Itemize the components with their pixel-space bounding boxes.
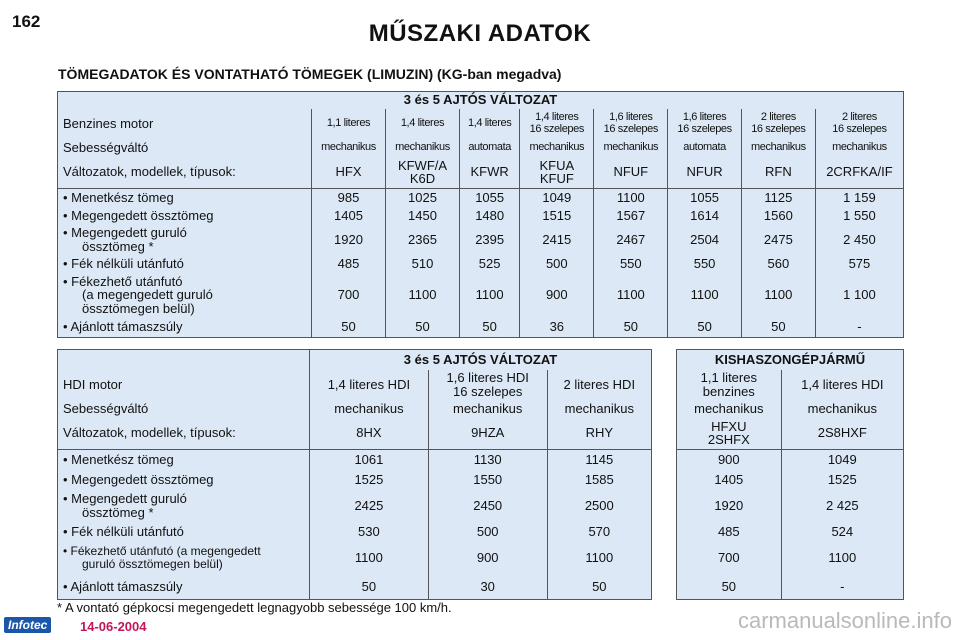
value-cell: 560: [741, 255, 815, 273]
value-cell: 575: [815, 255, 903, 273]
type-cell: [677, 418, 782, 450]
value-cell: 1145: [547, 450, 651, 470]
type-cell-line: RHY: [585, 425, 614, 441]
row-label-line: • Ajánlott támaszsúly: [63, 319, 183, 335]
row-label-line: (a megengedett guruló: [82, 287, 213, 303]
table-row: [677, 490, 904, 522]
value-cell: 1049: [781, 450, 903, 470]
type-cell: [460, 157, 520, 189]
value-cell: 1480: [460, 207, 520, 225]
row-label-line: • Megengedett guruló: [63, 490, 187, 506]
gearbox-cell: mechanikus: [520, 140, 594, 157]
value-cell: 2 425: [781, 490, 903, 522]
gearbox-label: Sebességváltó: [58, 140, 312, 157]
type-cell-line: KFWF/A: [397, 157, 448, 173]
gearbox-cell: mechanikus: [781, 400, 903, 418]
type-cell: [781, 418, 903, 450]
row-label-line: • Fék nélküli utánfutó: [63, 523, 184, 539]
motor-cell: [428, 370, 547, 400]
watermark: carmanualsonline.info: [737, 608, 952, 633]
row-label: [58, 575, 310, 600]
value-cell: 550: [594, 255, 668, 273]
gearbox-cell: mechanikus: [815, 140, 903, 157]
value-cell: 50: [386, 318, 460, 338]
type-cell-line: RFN: [764, 164, 792, 180]
motor-cell: [310, 370, 429, 400]
value-cell: 2450: [428, 490, 547, 522]
row-label-line: • Fékezhető utánfutó: [63, 273, 183, 289]
type-cell: [386, 157, 460, 189]
type-cell: [741, 157, 815, 189]
value-cell: 50: [460, 318, 520, 338]
value-cell: 1525: [781, 470, 903, 490]
page-title: MŰSZAKI ADATOK: [368, 20, 592, 47]
value-cell: 50: [741, 318, 815, 338]
row-label: [58, 225, 312, 255]
value-cell: 2500: [547, 490, 651, 522]
table-row: [677, 575, 904, 600]
value-cell: 2475: [741, 225, 815, 255]
table-row: [58, 575, 652, 600]
motor-cell: [781, 370, 903, 400]
motor-cell: [547, 370, 651, 400]
table-row: [58, 490, 652, 522]
value-cell: 900: [428, 542, 547, 575]
value-cell: 50: [547, 575, 651, 600]
motor-cell-line: 16 szelepes: [603, 123, 658, 135]
table-row: [58, 207, 904, 225]
value-cell: 1100: [310, 542, 429, 575]
motor-cell: [741, 109, 815, 140]
value-cell: 1125: [741, 189, 815, 207]
value-cell: 1100: [594, 273, 668, 318]
type-cell-line: KFUF: [539, 171, 574, 187]
value-cell: 1920: [677, 490, 782, 522]
motor-cell-line: 16 szelepes: [453, 383, 523, 399]
table-row: [58, 273, 904, 318]
row-label-line: • Megengedett guruló: [63, 224, 187, 240]
table-row: [58, 189, 904, 207]
value-cell: 525: [460, 255, 520, 273]
value-cell: 1560: [741, 207, 815, 225]
table-row: [58, 318, 904, 338]
row-label: [58, 490, 310, 522]
motor-cell-line: 1,6 literes: [609, 111, 653, 124]
table-header: KISHASZONGÉPJÁRMŰ: [677, 350, 904, 370]
value-cell: 1567: [594, 207, 668, 225]
type-cell-line: KFUA: [539, 157, 575, 173]
type-cell: [520, 157, 594, 189]
motor-cell-line: benzines: [702, 383, 755, 399]
types-label: Változatok, modellek, típusok:: [58, 418, 310, 450]
value-cell: 524: [781, 522, 903, 542]
motor-cell: [668, 109, 742, 140]
type-cell-line: 8HX: [356, 425, 382, 441]
print-date: 14-06-2004: [80, 619, 147, 634]
type-cell: [310, 418, 429, 450]
type-cell-line: K6D: [409, 171, 436, 187]
hdi-weights-table: [57, 349, 652, 600]
row-label-line: össztömegen belül): [82, 300, 195, 316]
table-row: [58, 225, 904, 255]
row-label: [58, 255, 312, 273]
value-cell: 50: [677, 575, 782, 600]
row-label-line: • Megengedett össztömeg: [63, 471, 214, 487]
type-cell: [668, 157, 742, 189]
motor-cell-line: 16 szelepes: [751, 123, 806, 135]
row-label-line: • Fékezhető utánfutó (a megengedett: [63, 544, 261, 559]
motor-cell-line: 1,4 literes HDI: [327, 376, 411, 392]
value-cell: 510: [386, 255, 460, 273]
value-cell: 485: [312, 255, 386, 273]
value-cell: 2415: [520, 225, 594, 255]
motor-cell-line: 1,1 literes: [326, 117, 371, 130]
table-row: [677, 450, 904, 470]
row-label: [58, 318, 312, 338]
value-cell: 1130: [428, 450, 547, 470]
value-cell: 2365: [386, 225, 460, 255]
type-cell: [594, 157, 668, 189]
value-cell: 1100: [781, 542, 903, 575]
motor-cell-line: 1,4 literes HDI: [801, 376, 884, 392]
table-row: [58, 450, 652, 470]
value-cell: 700: [312, 273, 386, 318]
value-cell: 1100: [668, 273, 742, 318]
motor-cell-line: 1,6 literes: [682, 111, 727, 124]
type-cell-line: 9HZA: [471, 425, 505, 441]
row-label: [58, 273, 312, 318]
row-label: [58, 207, 312, 225]
value-cell: 1100: [741, 273, 815, 318]
value-cell: 1550: [428, 470, 547, 490]
gearbox-cell: mechanikus: [677, 400, 782, 418]
motor-cell: [520, 109, 594, 140]
type-cell-line: HFX: [335, 164, 362, 180]
motor-cell: [460, 109, 520, 140]
motor-cell-line: 1,1 literes: [700, 369, 757, 385]
value-cell: 530: [310, 522, 429, 542]
value-cell: 500: [428, 522, 547, 542]
value-cell: 50: [668, 318, 742, 338]
type-cell: [428, 418, 547, 450]
empty-cell: [58, 350, 310, 370]
table-row: [677, 470, 904, 490]
table-row: [58, 522, 652, 542]
motor-cell-line: 16 szelepes: [529, 123, 584, 135]
value-cell: 1100: [594, 189, 668, 207]
table-row: [58, 470, 652, 490]
value-cell: 1100: [547, 542, 651, 575]
value-cell: -: [815, 318, 903, 338]
value-cell: 485: [677, 522, 782, 542]
value-cell: 2425: [310, 490, 429, 522]
motor-cell-line: 1,4 literes: [468, 117, 512, 130]
value-cell: 1585: [547, 470, 651, 490]
motor-cell-line: 16 szelepes: [677, 123, 732, 135]
row-label-line: • Menetkész tömeg: [63, 451, 174, 467]
gearbox-cell: mechanikus: [428, 400, 547, 418]
row-label: [58, 522, 310, 542]
row-label: [58, 189, 312, 207]
gearbox-label: Sebességváltó: [58, 400, 310, 418]
petrol-weights-table: [57, 91, 904, 338]
value-cell: 1 159: [815, 189, 903, 207]
motor-cell: [815, 109, 903, 140]
value-cell: 50: [594, 318, 668, 338]
value-cell: 1405: [312, 207, 386, 225]
motor-label: HDI motor: [58, 370, 310, 400]
value-cell: 700: [677, 542, 782, 575]
gearbox-cell: mechanikus: [310, 400, 429, 418]
type-cell-line: 2CRFKA/IF: [826, 164, 893, 180]
motor-cell: [386, 109, 460, 140]
value-cell: 1 100: [815, 273, 903, 318]
motor-cell: [677, 370, 782, 400]
van-weights-table: [676, 349, 904, 600]
value-cell: 1515: [520, 207, 594, 225]
section-subtitle: TÖMEGADATOK ÉS VONTATHATÓ TÖMEGEK (LIMUZIN) (KG-ban megadva): [58, 66, 562, 82]
motor-cell: [312, 109, 386, 140]
motor-cell-line: 2 literes: [760, 111, 796, 124]
row-label-line: össztömeg *: [82, 238, 154, 254]
value-cell: 2395: [460, 225, 520, 255]
gearbox-cell: mechanikus: [594, 140, 668, 157]
value-cell: 500: [520, 255, 594, 273]
value-cell: 570: [547, 522, 651, 542]
value-cell: 30: [428, 575, 547, 600]
types-label: Változatok, modellek, típusok:: [58, 157, 312, 189]
value-cell: 50: [310, 575, 429, 600]
gearbox-cell: mechanikus: [547, 400, 651, 418]
footnote: * A vontató gépkocsi megengedett legnagyobb sebessége 100 km/h.: [57, 600, 452, 615]
row-label-line: • Menetkész tömeg: [63, 189, 174, 205]
value-cell: 1450: [386, 207, 460, 225]
type-cell-line: NFUR: [686, 164, 723, 180]
gearbox-cell: automata: [668, 140, 742, 157]
row-label: [58, 450, 310, 470]
infotec-logo: Infotec: [4, 617, 51, 633]
type-cell: [312, 157, 386, 189]
type-cell: [815, 157, 903, 189]
type-cell-line: 2SHFX: [707, 432, 750, 448]
value-cell: 1100: [460, 273, 520, 318]
motor-cell: [594, 109, 668, 140]
table-row: [58, 255, 904, 273]
table-row: [677, 542, 904, 575]
value-cell: 1055: [460, 189, 520, 207]
gearbox-cell: automata: [460, 140, 520, 157]
value-cell: 50: [312, 318, 386, 338]
row-label: [58, 470, 310, 490]
table-header: 3 és 5 AJTÓS VÁLTOZAT: [310, 350, 652, 370]
value-cell: 550: [668, 255, 742, 273]
motor-cell-line: 2 literes HDI: [563, 376, 636, 392]
motor-cell-line: 1,4 literes: [400, 117, 445, 130]
row-label-line: • Megengedett össztömeg: [63, 207, 214, 223]
type-cell: [547, 418, 651, 450]
row-label-line: guruló össztömegen belül): [82, 557, 223, 571]
table-row: [58, 542, 652, 575]
row-label-line: • Fék nélküli utánfutó: [63, 255, 184, 271]
type-cell-line: NFUF: [613, 164, 649, 180]
motor-cell-line: 16 szelepes: [832, 123, 887, 135]
row-label-line: össztömeg *: [82, 504, 154, 520]
motor-cell-line: 1,4 literes: [535, 111, 579, 124]
motor-label: Benzines motor: [58, 109, 312, 140]
value-cell: 985: [312, 189, 386, 207]
value-cell: 1025: [386, 189, 460, 207]
value-cell: 900: [520, 273, 594, 318]
value-cell: 1100: [386, 273, 460, 318]
value-cell: 1 550: [815, 207, 903, 225]
motor-cell-line: 2 literes: [841, 111, 877, 124]
value-cell: -: [781, 575, 903, 600]
value-cell: 2 450: [815, 225, 903, 255]
gearbox-cell: mechanikus: [312, 140, 386, 157]
page-number: 162: [12, 12, 41, 31]
type-cell-line: HFXU: [711, 418, 747, 434]
value-cell: 1920: [312, 225, 386, 255]
value-cell: 36: [520, 318, 594, 338]
row-label-line: • Ajánlott támaszsúly: [63, 578, 183, 594]
value-cell: 2504: [668, 225, 742, 255]
value-cell: 1525: [310, 470, 429, 490]
value-cell: 1614: [668, 207, 742, 225]
type-cell-line: KFWR: [470, 164, 509, 180]
value-cell: 900: [677, 450, 782, 470]
value-cell: 1055: [668, 189, 742, 207]
type-cell-line: 2S8HXF: [817, 425, 867, 441]
value-cell: 1049: [520, 189, 594, 207]
table-row: [677, 522, 904, 542]
value-cell: 2467: [594, 225, 668, 255]
value-cell: 1061: [310, 450, 429, 470]
table-header: 3 és 5 AJTÓS VÁLTOZAT: [58, 92, 904, 109]
gearbox-cell: mechanikus: [386, 140, 460, 157]
row-label: [58, 542, 310, 575]
motor-cell-line: 1,6 literes HDI: [446, 369, 529, 385]
value-cell: 1405: [677, 470, 782, 490]
gearbox-cell: mechanikus: [741, 140, 815, 157]
